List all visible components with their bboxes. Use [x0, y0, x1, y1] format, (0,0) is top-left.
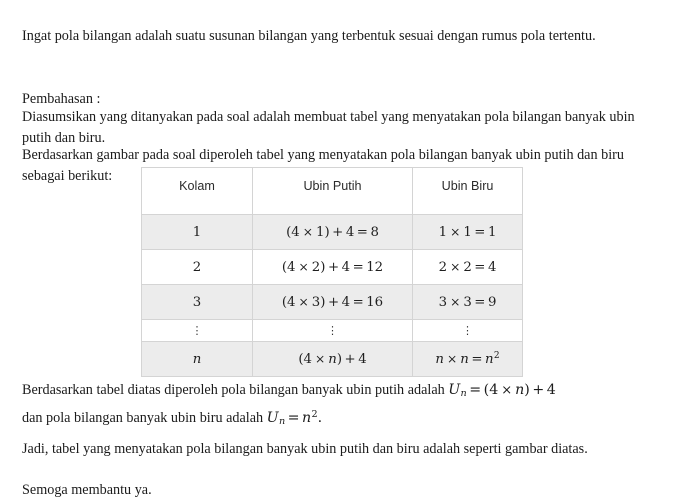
- cell-ellipsis-putih: [253, 320, 413, 342]
- cell-ubin-putih: (4 × 3) + 4 = 16: [253, 285, 413, 320]
- paragraph-jadi: Jadi, tabel yang menyatakan pola bilangan banyak ubin putih dan biru adalah seperti gambar diatas.: [22, 441, 588, 458]
- table-row-ellipsis: [142, 320, 523, 342]
- table-body: [142, 215, 523, 377]
- column-header-ubin-biru: Ubin Biru: [413, 168, 523, 215]
- formula-putih-symbol: U: [448, 382, 461, 399]
- vertical-ellipsis-icon: ⋮: [191, 323, 203, 337]
- formula-putih-equals: =: [469, 382, 482, 399]
- formula-biru-period: .: [317, 409, 323, 426]
- table-header: [142, 168, 523, 215]
- column-header-kolam: Kolam: [142, 168, 253, 215]
- table-row: [142, 250, 523, 285]
- conclusion-lead: Berdasarkan tabel diatas diperoleh pola bilangan banyak ubin putih adalah: [22, 382, 445, 399]
- vertical-ellipsis-icon: ⋮: [462, 323, 473, 337]
- cell-kolam: n: [142, 342, 253, 377]
- paragraph-diasumsikan: Diasumsikan yang ditanyakan pada soal adalah membuat tabel yang menyatakan pola bilangan banyak ubin putih dan biru.: [22, 109, 635, 146]
- formula-putih-var: n: [515, 382, 525, 399]
- cell-ubin-putih: (4 × n) + 4: [253, 342, 413, 377]
- cell-kolam: 2: [142, 250, 253, 285]
- formula-biru-var: n: [302, 409, 312, 426]
- vertical-ellipsis-icon: ⋮: [327, 323, 338, 337]
- formula-putih-constant: 4: [546, 382, 556, 399]
- cell-ubin-putih: (4 × 2) + 4 = 12: [253, 250, 413, 285]
- cell-ubin-biru: 3 × 3 = 9: [413, 285, 523, 320]
- formula-biru-symbol: U: [266, 409, 279, 426]
- paragraph-intro: Ingat pola bilangan adalah suatu susunan bilangan yang terbentuk sesuai dengan rumus pola tertentu.: [22, 28, 596, 45]
- formula-biru-exponent: 2: [311, 408, 318, 420]
- paragraph-pembahasan-heading: Pembahasan :: [22, 91, 101, 108]
- pola-bilangan-table: [141, 167, 523, 377]
- cell-ubin-putih: (4 × 1) + 4 = 8: [253, 215, 413, 250]
- formula-putih-times: ×: [501, 383, 513, 399]
- formula-putih-open: (4: [483, 382, 499, 399]
- paragraph-semoga: Semoga membantu ya.: [22, 482, 152, 499]
- cell-ellipsis-biru: [413, 320, 523, 342]
- cell-kolam: 3: [142, 285, 253, 320]
- formula-biru-equals: =: [287, 409, 300, 426]
- table-row: [142, 215, 523, 250]
- formula-putih-subscript: n: [460, 388, 467, 400]
- cell-ellipsis-kolam: [142, 320, 253, 342]
- cell-ubin-biru: 1 × 1 = 1: [413, 215, 523, 250]
- paragraph-conclusion-formulas: [22, 380, 672, 432]
- table-row: [142, 285, 523, 320]
- table-header-row: [142, 168, 523, 215]
- cell-ubin-biru: $n \times n = n^2$: [413, 342, 523, 377]
- table-row-general: [142, 342, 523, 377]
- formula-putih-plus: +: [532, 382, 545, 399]
- paragraph-berdasarkan-gambar: Berdasarkan gambar pada soal diperoleh tabel yang menyatakan pola bilangan banyak ubin putih dan biru sebagai berikut:: [22, 147, 624, 184]
- formula-putih-close: ): [524, 382, 530, 399]
- formula-biru-subscript: n: [278, 415, 286, 427]
- pola-bilangan-table-wrapper: [141, 167, 522, 377]
- cell-ubin-biru: 2 × 2 = 4: [413, 250, 523, 285]
- cell-kolam: 1: [142, 215, 253, 250]
- conclusion-middle: dan pola bilangan banyak ubin biru adalah: [22, 409, 264, 426]
- column-header-ubin-putih: Ubin Putih: [253, 168, 413, 215]
